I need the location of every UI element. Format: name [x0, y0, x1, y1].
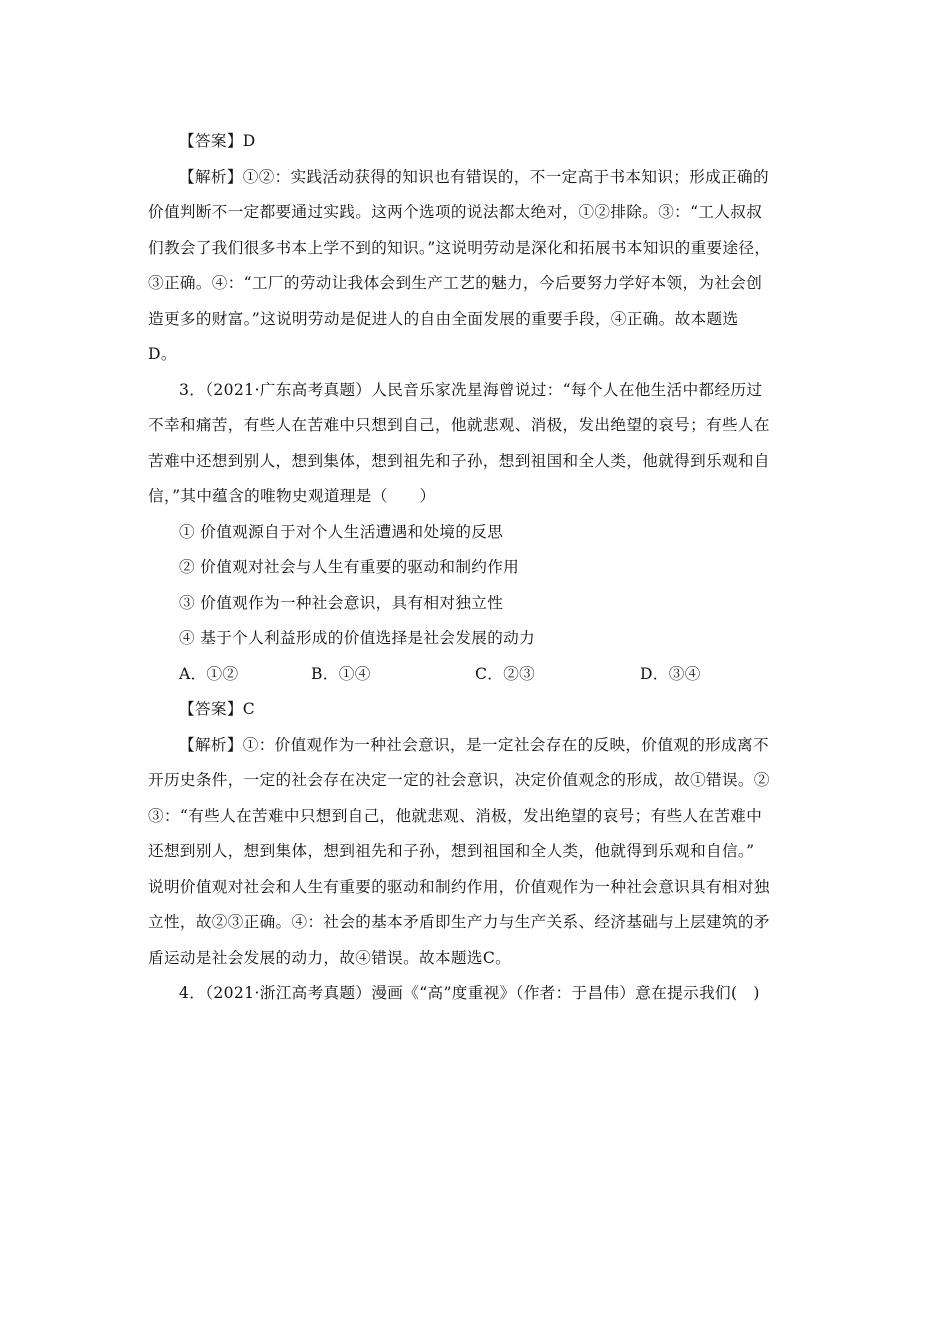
- q2-answer: 【答案】D: [179, 132, 256, 150]
- q3-option-b: B．①④: [311, 664, 371, 683]
- q3-stem-line: 不幸和痛苦，有些人在苦难中只想到自己，他就悲观、消极，发出绝望的哀号；有些人在: [148, 416, 770, 434]
- q3-options: [148, 657, 808, 693]
- q2-analysis-line: 价值判断不一定都要通过实践。这两个选项的说法都太绝对，①②排除。③：“工人叔叔: [148, 203, 763, 221]
- q3-analysis-line: ③：“有些人在苦难中只想到自己，他就悲观、消极，发出绝望的哀号；有些人在苦难中: [148, 806, 763, 825]
- q3-answer: 【答案】C: [179, 700, 256, 718]
- q3-statement: ④ 基于个人利益形成的价值选择是社会发展的动力: [179, 629, 536, 647]
- q3-option-a: A．①②: [179, 664, 239, 683]
- q2-analysis-line: 造更多的财富。”这说明劳动是促进人的自由全面发展的重要手段，④正确。故本题选: [148, 309, 739, 328]
- q3-analysis-line: 说明价值观对社会和人生有重要的驱动和制约作用，价值观作为一种社会意识具有相对独: [148, 877, 770, 896]
- q3-option-d: D．③④: [640, 664, 701, 683]
- q3-option-c: C．②③: [475, 664, 536, 683]
- q2-analysis-line: 【解析】①②：实践活动获得的知识也有错误的，不一定高于书本知识；形成正确的: [179, 167, 769, 186]
- document-content: [148, 124, 808, 1012]
- q3-stem-line: 苦难中还想到别人，想到集体，想到祖先和子孙，想到祖国和全人类，他就得到乐观和自: [148, 451, 770, 470]
- q4-stem: 4．（2021·浙江高考真题）漫画《“高”度重视》（作者：于昌伟）意在提示我们( ): [179, 984, 760, 1002]
- q3-analysis-line: 【解析】①：价值观作为一种社会意识，是一定社会存在的反映，价值观的形成离不: [179, 735, 769, 754]
- q3-analysis-line: 开历史条件，一定的社会存在决定一定的社会意识，决定价值观念的形成，故①错误。②: [148, 771, 770, 789]
- q3-stem-line: 3．（2021·广东高考真题）人民音乐家冼星海曾说过：“每个人在他生活中都经历过: [179, 380, 763, 399]
- q3-statement: ② 价值观对社会与人生有重要的驱动和制约作用: [179, 558, 520, 576]
- q3-analysis-line: 还想到别人，想到集体，想到祖先和子孙，想到祖国和全人类，他就得到乐观和自信。”: [148, 842, 755, 860]
- q2-analysis-line: 们教会了我们很多书本上学不到的知识。”这说明劳动是深化和拓展书本知识的重要途径，: [148, 238, 771, 257]
- q3-stem-line: 信，”其中蕴含的唯物史观道理是（ ）: [148, 487, 436, 505]
- q3-analysis-line: 盾运动是社会发展的动力，故④错误。故本题选C。: [148, 948, 512, 967]
- q3-analysis-line: 立性，故②③正确。④：社会的基本矛盾即生产力与生产关系、经济基础与上层建筑的矛: [148, 913, 770, 931]
- q3-statement: ③ 价值观作为一种社会意识，具有相对独立性: [179, 593, 504, 612]
- q2-analysis-line: ③正确。④：“工厂的劳动让我体会到生产工艺的魅力，今后要努力学好本领，为社会创: [148, 274, 763, 292]
- q2-analysis-line: D。: [148, 345, 177, 363]
- q3-statement: ① 价值观源自于对个人生活遭遇和处境的反思: [179, 522, 504, 541]
